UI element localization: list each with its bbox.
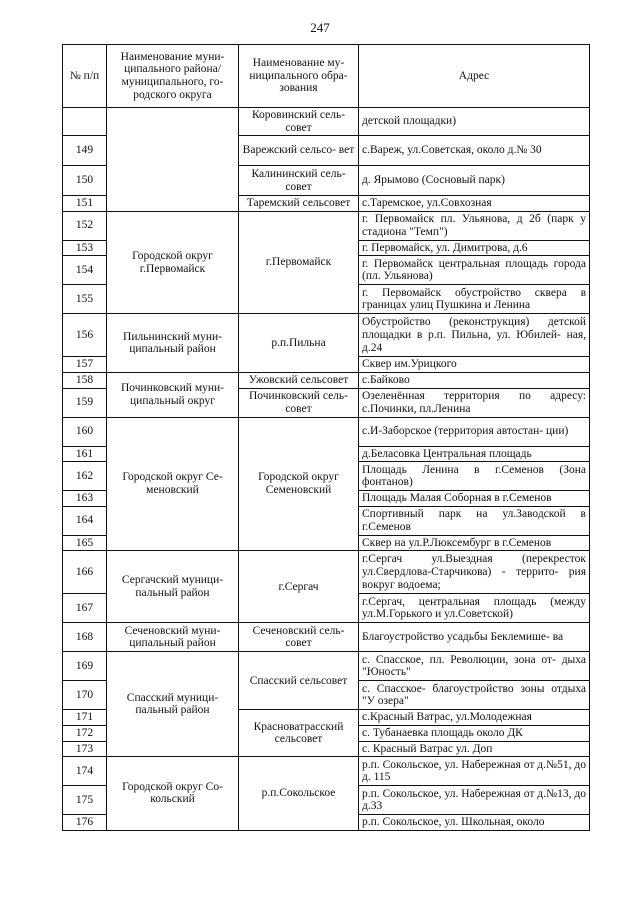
formation-cell: Сеченовский сель- совет: [239, 623, 359, 652]
row-number: 174: [63, 757, 107, 786]
row-number: 164: [63, 506, 107, 535]
address-cell: р.п. Сокольское, ул. Набережная от д.№13, до д.33: [359, 786, 590, 815]
formation-cell: Варежский сельсо- вет: [239, 136, 359, 166]
address-cell: Озеленённая территория по адресу: с.Починки, пл.Ленина: [359, 388, 590, 417]
formation-cell: Городской округ Семеновский: [239, 417, 359, 551]
address-cell: г. Первомайск пл. Ульянова, д 2б (парк у стадиона "Темп"): [359, 211, 590, 240]
header-number: № п/п: [63, 45, 107, 108]
district-cell: Пильнинский муни- ципальный район: [107, 314, 239, 373]
table-row: [63, 417, 590, 446]
address-cell: г. Первомайск, ул. Димитрова, д.6: [359, 240, 590, 256]
district-cell: Спасский муници- пальный район: [107, 652, 239, 757]
row-number: 163: [63, 491, 107, 507]
formation-cell: Коровинский сель- совет: [239, 108, 359, 136]
table-row: [63, 211, 590, 240]
row-number: 160: [63, 417, 107, 446]
district-cell: Сергачский муници- пальный район: [107, 551, 239, 623]
address-cell: с.Байково: [359, 372, 590, 388]
formation-cell: р.п.Пильна: [239, 314, 359, 373]
header-address: Адрес: [359, 45, 590, 108]
row-number: 150: [63, 166, 107, 196]
table-row: [63, 623, 590, 652]
address-cell: Площадь Малая Соборная в г.Семенов: [359, 491, 590, 507]
row-number: [63, 108, 107, 136]
row-number: 172: [63, 725, 107, 741]
municipal-table: [62, 44, 590, 831]
row-number: 176: [63, 815, 107, 831]
row-number: 165: [63, 535, 107, 551]
address-cell: р.п. Сокольское, ул. Школьная, около: [359, 815, 590, 831]
row-number: 158: [63, 372, 107, 388]
row-number: 155: [63, 285, 107, 314]
district-cell: [107, 108, 239, 212]
table-row: [63, 652, 590, 681]
row-number: 153: [63, 240, 107, 256]
address-cell: Сквер им.Урицкого: [359, 357, 590, 373]
address-cell: Площадь Ленина в г.Семенов (Зона фонтанов): [359, 462, 590, 491]
formation-cell: р.п.Сокольское: [239, 757, 359, 831]
address-cell: г. Первомайск обустройство сквера в границах улиц Пушкина и Ленина: [359, 285, 590, 314]
address-cell: Обустройство (реконструкция) детской площадки в р.п. Пильна, ул. Юбилей- ная, д.24: [359, 314, 590, 357]
header-formation: Наименование му- ниципального обра- зования: [239, 45, 359, 108]
address-cell: с.Таремское, ул.Совхозная: [359, 196, 590, 212]
address-cell: с.И-Заборское (территория автостан- ции): [359, 417, 590, 446]
row-number: 157: [63, 357, 107, 373]
row-number: 154: [63, 256, 107, 285]
address-cell: Спортивный парк на ул.Заводской в г.Семенов: [359, 506, 590, 535]
row-number: 173: [63, 741, 107, 757]
row-number: 161: [63, 446, 107, 462]
district-cell: Городской округ Со- кольский: [107, 757, 239, 831]
formation-cell: Починковский сель- совет: [239, 388, 359, 417]
row-number: 152: [63, 211, 107, 240]
row-number: 171: [63, 710, 107, 726]
address-cell: Сквер на ул.Р.Люксембург в г.Семенов: [359, 535, 590, 551]
formation-cell: Калининский сель- совет: [239, 166, 359, 196]
header-district: Наименование муни- ципального района/ муниципального, го- родского округа: [107, 45, 239, 108]
address-cell: г. Первомайск центральная площадь города (пл. Ульянова): [359, 256, 590, 285]
address-cell: с. Спасское, пл. Революции, зона от- дыха "Юность": [359, 652, 590, 681]
row-number: 149: [63, 136, 107, 166]
table-row: [63, 314, 590, 357]
table-row: [63, 108, 590, 136]
district-cell: Городской округ Се- меновский: [107, 417, 239, 551]
formation-cell: г.Первомайск: [239, 211, 359, 314]
formation-cell: Ужовский сельсовет: [239, 372, 359, 388]
table-row: [63, 551, 590, 594]
address-cell: детской площадки): [359, 108, 590, 136]
formation-cell: Таремский сельсовет: [239, 196, 359, 212]
row-number: 151: [63, 196, 107, 212]
row-number: 167: [63, 594, 107, 623]
table-row: [63, 372, 590, 388]
address-cell: с. Спасское- благоустройство зоны отдыха "У озера": [359, 681, 590, 710]
formation-cell: г.Сергач: [239, 551, 359, 623]
table-header-row: [63, 45, 590, 108]
district-cell: Починковский муни- ципальный округ: [107, 372, 239, 417]
address-cell: с. Красный Ватрас ул. Доп: [359, 741, 590, 757]
address-cell: Благоустройство усадьбы Беклемише- ва: [359, 623, 590, 652]
address-cell: с. Тубанаевка площадь около ДК: [359, 725, 590, 741]
row-number: 166: [63, 551, 107, 594]
address-cell: д.Беласовка Центральная площадь: [359, 446, 590, 462]
row-number: 162: [63, 462, 107, 491]
row-number: 175: [63, 786, 107, 815]
district-cell: Городской округ г.Первомайск: [107, 211, 239, 314]
address-cell: д. Ярымово (Сосновый парк): [359, 166, 590, 196]
address-cell: с.Красный Ватрас, ул.Молодежная: [359, 710, 590, 726]
address-cell: р.п. Сокольское, ул. Набережная от д.№51, до д. 115: [359, 757, 590, 786]
formation-cell: Спасский сельсовет: [239, 652, 359, 710]
row-number: 156: [63, 314, 107, 357]
page-number: 247: [310, 20, 330, 35]
row-number: 168: [63, 623, 107, 652]
address-cell: г.Сергач ул.Выездная (перекресток ул.Свердлова-Старчикова) - террито- рия вокруг водоема;: [359, 551, 590, 594]
district-cell: Сеченовский муни- ципальный район: [107, 623, 239, 652]
row-number: 170: [63, 681, 107, 710]
row-number: 169: [63, 652, 107, 681]
row-number: 159: [63, 388, 107, 417]
address-cell: с.Вареж, ул.Советская, около д.№ 30: [359, 136, 590, 166]
address-cell: г.Сергач, центральная площадь (между ул.М.Горького и ул.Советской): [359, 594, 590, 623]
table-row: [63, 757, 590, 786]
formation-cell: Красноватрасский сельсовет: [239, 710, 359, 757]
